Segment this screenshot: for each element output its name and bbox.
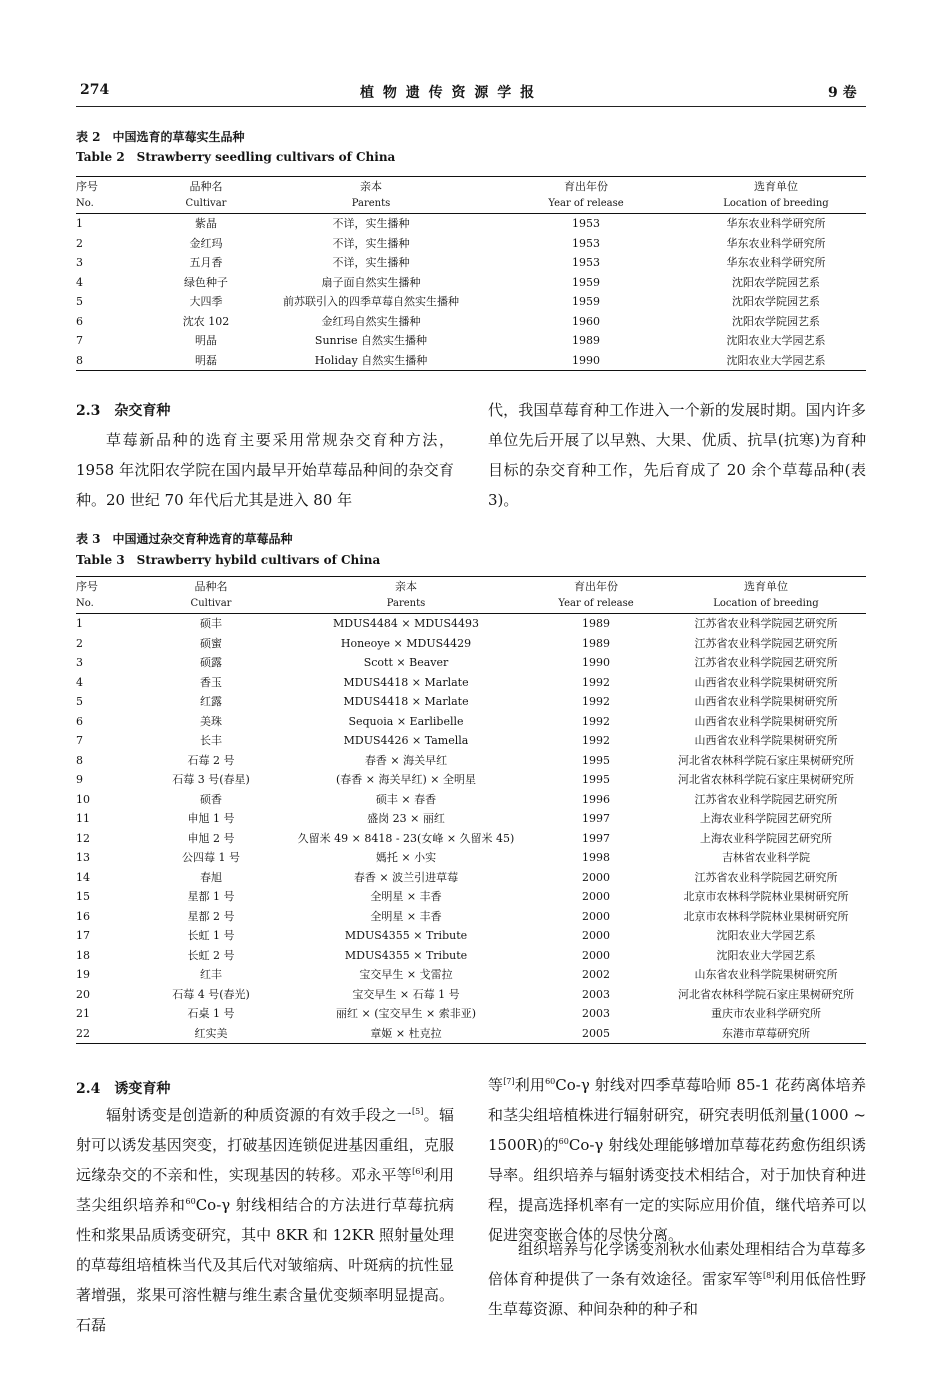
table2-cell-no: 2 xyxy=(76,236,83,250)
table3-cell-location: 山东省农业科学院果树研究所 xyxy=(694,968,838,981)
table3-cell-location: 江苏省农业科学院园艺研究所 xyxy=(694,636,838,650)
para2-text-a: 等 xyxy=(488,1076,504,1094)
table3-cell-year: 1995 xyxy=(582,753,610,767)
table3-row xyxy=(76,946,866,966)
table2-row xyxy=(76,331,866,351)
table3-cell-no: 9 xyxy=(76,773,83,786)
table2-cell-parents: 不详，实生播种 xyxy=(332,256,410,269)
table3-row xyxy=(76,1024,866,1044)
table3-row xyxy=(76,1004,866,1024)
table3-cell-parents: 久留米 49 × 8418 - 23(女峰 × 久留米 45) xyxy=(297,831,515,845)
table3-cell-year: 2000 xyxy=(582,909,610,923)
table2-caption-cn: 表 2 中国选育的草莓实生品种 xyxy=(76,130,245,144)
isotope-superscript: 60 xyxy=(185,1197,196,1206)
table3-cell-year: 1995 xyxy=(582,773,610,786)
table2-cell-location: 沈阳农学院园艺系 xyxy=(732,275,820,289)
table3-cell-parents: 春香 × 波兰引进草莓 xyxy=(353,870,459,884)
table3-row xyxy=(76,790,866,810)
table3-cell-location: 吉林省农业科学院 xyxy=(722,851,810,864)
citation-8: [8] xyxy=(762,1271,775,1280)
table3-row xyxy=(76,692,866,712)
table2-cell-cultivar: 五月香 xyxy=(189,256,223,269)
table3-row xyxy=(76,926,866,946)
table3-cell-year: 1998 xyxy=(582,851,610,864)
table2-cell-location: 沈阳农业大学园艺系 xyxy=(726,334,826,347)
table2-header-parents-en: Parents xyxy=(256,195,486,214)
table2-header-cultivar-en: Cultivar xyxy=(156,195,256,214)
table2-cell-parents: 不详，实生播种 xyxy=(332,217,410,230)
table3-cell-cultivar: 红实美 xyxy=(136,1024,286,1044)
section-2-3-heading: 2.3 杂交育种 xyxy=(76,403,171,419)
table2-cell-cultivar: 沈农 102 xyxy=(182,314,230,328)
table3-cell-cultivar: 石莓 4 号(春光) xyxy=(172,987,250,1001)
table3-cell-location: 江苏省农业科学院园艺研究所 xyxy=(694,870,838,884)
table3-cell-parents: MDUS4418 × Marlate xyxy=(343,675,469,689)
table3-cell-no: 13 xyxy=(76,851,90,864)
section-2-4-paragraph-2 xyxy=(488,1070,866,1250)
table3-row xyxy=(76,731,866,751)
table2-caption-en: Table 2 Strawberry seedling cultivars of China xyxy=(76,150,396,164)
table3-cell-location: 沈阳农业大学园艺系 xyxy=(716,929,816,942)
table3-cell-no: 8 xyxy=(76,753,83,767)
table3-cell-year: 1997 xyxy=(582,812,610,825)
table3-cell-location: 江苏省农业科学院园艺研究所 xyxy=(694,792,838,806)
table3-cell-parents: Sequoia × Earlibelle xyxy=(348,714,464,728)
table3-row xyxy=(76,673,866,693)
table3-cell-parents: 丽红 × (宝交早生 × 索非亚) xyxy=(335,1007,476,1020)
table3-cell-parents: 宝交早生 × 戈雷拉 xyxy=(359,968,453,981)
table3-cell-cultivar: 红丰 xyxy=(200,968,222,981)
table3-cell-cultivar: 硕丰 xyxy=(200,617,222,630)
table3-cell-cultivar: 石莓 2 号 xyxy=(187,753,235,767)
table3-row xyxy=(76,985,866,1005)
citation-7: [7] xyxy=(503,1077,515,1086)
table3-cell-cultivar: 申旭 1 号 xyxy=(187,812,235,825)
table3-cell-cultivar: 硕蜜 xyxy=(200,636,222,650)
header-rule xyxy=(76,106,866,107)
table2-cell-year: 1959 xyxy=(572,295,600,308)
table3-cell-parents: MDUS4418 × Marlate xyxy=(343,695,469,708)
table2-cell-no: 4 xyxy=(76,275,83,289)
table3-cell-parents: MDUS4484 × MDUS4493 xyxy=(333,617,479,630)
table3-cell-no: 19 xyxy=(76,968,90,981)
table3-row xyxy=(76,712,866,732)
table2-cell-parents: 金红玛自然实生播种 xyxy=(321,314,421,328)
table2-cell-location: 沈阳农业大学园艺系 xyxy=(686,351,866,371)
table3-header-location-cn: 选育单位 xyxy=(666,577,866,596)
table3-cell-year: 2000 xyxy=(582,929,610,942)
table2-cell-parents: 前苏联引入的四季草莓自然实生播种 xyxy=(283,295,459,308)
table3-cell-no: 20 xyxy=(76,987,90,1001)
table3-row xyxy=(76,829,866,849)
table3-row xyxy=(76,907,866,927)
table3-header-cultivar-en: Cultivar xyxy=(136,595,286,614)
isotope-superscript: 60 xyxy=(558,1137,569,1146)
table3-cell-year: 1990 xyxy=(582,656,610,669)
table3-cell-cultivar: 石桌 1 号 xyxy=(187,1007,235,1020)
table3-cell-no: 10 xyxy=(76,792,90,806)
isotope-superscript: 60 xyxy=(545,1077,556,1086)
table2-cell-no: 1 xyxy=(76,217,83,230)
table3-cell-year: 2000 xyxy=(582,890,610,903)
section-2-3-paragraph-right: 代，我国草莓育种工作进入一个新的发展时期。国内许多单位先后开展了以早熟、大果、优质、抗旱(抗寒)为育种目标的杂交育种工作，先后育成了 20 余个草莓品种(表 3)。 xyxy=(488,401,866,509)
table3-caption-cn: 表 3 中国通过杂交育种选育的草莓品种 xyxy=(76,532,293,546)
table2-row xyxy=(76,234,866,254)
table3-cell-no: 6 xyxy=(76,714,83,728)
table2-cell-year: 1989 xyxy=(572,334,600,347)
section-2-4-paragraph-3 xyxy=(488,1234,866,1324)
table2-cell-parents: 扇子面自然实生播种 xyxy=(321,275,421,289)
table3-cell-location: 山西省农业科学院果树研究所 xyxy=(694,695,838,708)
table3-cell-cultivar: 石莓 3 号(春星) xyxy=(172,773,250,786)
table3-cell-location: 东港市草莓研究所 xyxy=(666,1024,866,1044)
table2-row xyxy=(76,351,866,371)
table2-cell-cultivar: 明磊 xyxy=(156,351,256,371)
para1-text-a: 辐射诱变是创造新的种质资源的有效手段之一 xyxy=(106,1106,413,1124)
table3-row xyxy=(76,887,866,907)
table3-cell-parents: 硕丰 × 春香 xyxy=(375,792,437,806)
table2-header-year-cn: 育出年份 xyxy=(486,177,686,196)
para1-text-b: 。辐射可以诱发基因突变，打破基因连锁促进基因重组，克服远缘杂交的不亲和性，实现基因的转移。邓永平等 xyxy=(76,1106,454,1184)
table3-cell-parents: (春香 × 海关早红) × 全明星 xyxy=(335,773,476,786)
table3-cell-cultivar: 美珠 xyxy=(200,714,222,728)
table2-cell-year: 1959 xyxy=(572,275,600,289)
table3-cell-cultivar: 红露 xyxy=(200,695,222,708)
table3-cell-location: 山西省农业科学院果树研究所 xyxy=(694,734,838,747)
table3-cell-no: 11 xyxy=(76,812,90,825)
table3-cell-year: 1997 xyxy=(582,831,610,845)
table3-row xyxy=(76,868,866,888)
table3-cell-cultivar: 长虹 1 号 xyxy=(187,929,235,942)
table2-cell-year: 1953 xyxy=(572,256,600,269)
table3-cell-parents: 春香 × 海关早红 xyxy=(364,753,448,767)
table3 xyxy=(76,576,866,1044)
table2-header-cultivar-cn: 品种名 xyxy=(156,177,256,196)
table3-cell-year: 1989 xyxy=(582,617,610,630)
table2-cell-parents: Holiday 自然实生播种 xyxy=(256,351,486,371)
table3-cell-no: 17 xyxy=(76,929,90,942)
table3-row xyxy=(76,770,866,790)
table3-cell-cultivar: 星都 1 号 xyxy=(187,890,235,903)
table2-row xyxy=(76,214,866,234)
table2-header-location-en: Location of breeding xyxy=(686,195,866,214)
table3-cell-location: 北京市农林科学院林业果树研究所 xyxy=(683,909,849,923)
table3-cell-parents: 盛岗 23 × 丽红 xyxy=(367,812,445,825)
table3-cell-parents: MDUS4355 × Tribute xyxy=(344,948,468,962)
table2-cell-no: 3 xyxy=(76,256,83,269)
table2-cell-year: 1953 xyxy=(572,236,600,250)
table3-cell-no: 15 xyxy=(76,890,90,903)
citation-6: [6] xyxy=(412,1167,424,1176)
para3-text-b: 利用低倍性野生草莓资源、种间杂种的种子和 xyxy=(488,1270,866,1318)
para2-text-c: Co-γ 射线对四季草莓哈师 85-1 花药离体培养和茎尖组培植株进行辐射研究，研究表明低剂量(1000 ~ 1500R)的 xyxy=(488,1076,866,1154)
para1-text-c: 利用茎尖组织培养和 xyxy=(76,1166,454,1214)
table3-row xyxy=(76,614,866,634)
table3-cell-year: 2003 xyxy=(582,987,610,1001)
table3-cell-year: 2003 xyxy=(582,1007,610,1020)
table2 xyxy=(76,176,866,371)
table3-cell-no: 12 xyxy=(76,831,90,845)
table3-row xyxy=(76,965,866,985)
table2-cell-cultivar: 明晶 xyxy=(195,334,217,347)
table2-header-parents-cn: 亲本 xyxy=(256,177,486,196)
table3-cell-parents: MDUS4426 × Tamella xyxy=(343,734,469,747)
table2-cell-location: 华东农业科学研究所 xyxy=(726,256,826,269)
table3-header-location-en: Location of breeding xyxy=(666,595,866,614)
table3-cell-cultivar: 香玉 xyxy=(200,675,222,689)
table3-cell-year: 2000 xyxy=(582,870,610,884)
table3-cell-year: 1989 xyxy=(582,636,610,650)
table3-header-parents-en: Parents xyxy=(286,595,526,614)
table3-row xyxy=(76,751,866,771)
table3-cell-no: 22 xyxy=(76,1024,136,1044)
table3-cell-year: 2002 xyxy=(582,968,610,981)
table3-cell-no: 3 xyxy=(76,656,83,669)
table2-cell-year: 1960 xyxy=(572,314,600,328)
table3-row xyxy=(76,848,866,868)
table3-cell-cultivar: 星都 2 号 xyxy=(187,909,235,923)
table2-header-year-en: Year of release xyxy=(486,195,686,214)
table3-cell-location: 江苏省农业科学院园艺研究所 xyxy=(694,656,838,669)
table3-cell-parents: 宝交早生 × 石莓 1 号 xyxy=(352,987,460,1001)
table3-cell-year: 1992 xyxy=(582,714,610,728)
table3-cell-no: 2 xyxy=(76,636,83,650)
table3-header-year-en: Year of release xyxy=(526,595,666,614)
para2-text-b: 利用 xyxy=(514,1076,546,1094)
table2-cell-no: 5 xyxy=(76,295,83,308)
table3-cell-location: 重庆市农业科学研究所 xyxy=(711,1007,821,1020)
table2-cell-location: 沈阳农学院园艺系 xyxy=(732,295,820,308)
table2-header-no-en: No. xyxy=(76,195,156,214)
table2-header-location-cn: 选育单位 xyxy=(686,177,866,196)
table2-cell-cultivar: 紫晶 xyxy=(195,217,217,230)
table2-cell-year: 1953 xyxy=(572,217,600,230)
table3-cell-cultivar: 长丰 xyxy=(200,734,222,747)
section-2-4-heading: 2.4 诱变育种 xyxy=(76,1081,171,1097)
table3-cell-location: 沈阳农业大学园艺系 xyxy=(716,948,816,962)
table3-cell-cultivar: 春旭 xyxy=(200,870,222,884)
table3-cell-cultivar: 申旭 2 号 xyxy=(187,831,235,845)
table3-cell-no: 14 xyxy=(76,870,90,884)
table3-cell-parents: 全明星 × 丰香 xyxy=(370,890,442,903)
table3-cell-parents: Scott × Beaver xyxy=(363,656,449,669)
table3-cell-no: 4 xyxy=(76,675,83,689)
table3-cell-parents: MDUS4355 × Tribute xyxy=(344,929,468,942)
table3-header-parents-cn: 亲本 xyxy=(286,577,526,596)
table2-cell-year: 1990 xyxy=(486,351,686,371)
table3-cell-location: 山西省农业科学院果树研究所 xyxy=(694,714,838,728)
page-number: 274 xyxy=(80,82,110,98)
table3-cell-location: 河北省农林科学院石家庄果树研究所 xyxy=(678,753,854,767)
table3-cell-location: 北京市农林科学院林业果树研究所 xyxy=(683,890,849,903)
table3-caption-en: Table 3 Strawberry hybild cultivars of China xyxy=(76,553,381,567)
table3-cell-location: 上海农业科学院园艺研究所 xyxy=(700,812,832,825)
section-2-4-paragraph-1 xyxy=(76,1100,454,1340)
table3-cell-year: 1996 xyxy=(582,792,610,806)
table3-header-no-en: No. xyxy=(76,595,136,614)
citation-5: [5] xyxy=(412,1107,424,1116)
table2-cell-parents: 不详，实生播种 xyxy=(332,236,410,250)
table3-row xyxy=(76,634,866,654)
para2-text-d: Co-γ 射线处理能够增加草莓花药愈伤组织诱导率。组织培养与辐射诱变技术相结合，对于加快育种进程，提高选择机率有一定的实际应用价值，继代培养可以促进突变嵌合体的尽快分离。 xyxy=(488,1136,866,1244)
table3-header-year-cn: 育出年份 xyxy=(526,577,666,596)
table3-cell-year: 1992 xyxy=(582,695,610,708)
table3-cell-cultivar: 硕香 xyxy=(200,792,222,806)
table2-cell-cultivar: 金红玛 xyxy=(189,236,223,250)
para1-text-d: Co-γ 射线相结合的方法进行草莓抗病性和浆果品质诱变研究，其中 8KR 和 12KR 照射量处理的草莓组培植株当代及其后代对皱缩病、叶斑病的抗性显著增强，浆果可溶性糖与维生素含量优变频率明显提高。石磊 xyxy=(76,1196,454,1334)
table3-cell-no: 16 xyxy=(76,909,90,923)
table3-cell-cultivar: 长虹 2 号 xyxy=(187,948,235,962)
table2-row xyxy=(76,312,866,332)
table3-cell-parents: 全明星 × 丰香 xyxy=(370,909,442,923)
table3-cell-cultivar: 硕露 xyxy=(200,656,222,669)
table3-cell-location: 山西省农业科学院果树研究所 xyxy=(694,675,838,689)
journal-title: 植 物 遗 传 资 源 学 报 xyxy=(360,85,537,101)
table2-cell-parents: Sunrise 自然实生播种 xyxy=(314,334,428,347)
table3-cell-location: 河北省农林科学院石家庄果树研究所 xyxy=(678,773,854,786)
para3-text-a: 组织培养与化学诱变剂秋水仙素处理相结合为草莓多倍体育种提供了一条有效途径。雷家军等 xyxy=(488,1240,866,1288)
table3-cell-no: 18 xyxy=(76,948,90,962)
table3-cell-no: 5 xyxy=(76,695,83,708)
table2-cell-no: 7 xyxy=(76,334,83,347)
table2-cell-location: 华东农业科学研究所 xyxy=(726,217,826,230)
table2-cell-no: 6 xyxy=(76,314,83,328)
table2-row xyxy=(76,253,866,273)
table3-cell-year: 2005 xyxy=(526,1024,666,1044)
table3-cell-no: 21 xyxy=(76,1007,90,1020)
table2-row xyxy=(76,273,866,293)
table3-cell-year: 1992 xyxy=(582,675,610,689)
table3-cell-cultivar: 公四莓 1 号 xyxy=(182,851,240,864)
table2-row xyxy=(76,292,866,312)
table2-cell-no: 8 xyxy=(76,351,156,371)
table3-header-cultivar-cn: 品种名 xyxy=(136,577,286,596)
table3-cell-year: 1992 xyxy=(582,734,610,747)
table2-cell-location: 沈阳农学院园艺系 xyxy=(732,314,820,328)
table3-row xyxy=(76,653,866,673)
table2-cell-cultivar: 绿色种子 xyxy=(184,275,228,289)
table3-cell-parents: 章姬 × 杜克拉 xyxy=(286,1024,526,1044)
table3-cell-location: 河北省农林科学院石家庄果树研究所 xyxy=(678,987,854,1001)
table3-cell-year: 2000 xyxy=(582,948,610,962)
table2-header-no-cn: 序号 xyxy=(76,177,156,196)
table3-row xyxy=(76,809,866,829)
table3-cell-parents: 媽托 × 小实 xyxy=(375,851,437,864)
table3-cell-location: 江苏省农业科学院园艺研究所 xyxy=(694,617,838,630)
table3-cell-no: 1 xyxy=(76,617,83,630)
table2-cell-cultivar: 大四季 xyxy=(189,295,223,308)
table2-cell-location: 华东农业科学研究所 xyxy=(726,236,826,250)
table3-header-no-cn: 序号 xyxy=(76,577,136,596)
volume-label: 9 卷 xyxy=(828,85,857,101)
table3-cell-parents: Honeoye × MDUS4429 xyxy=(340,636,472,650)
section-2-3-paragraph-left: 草莓新品种的选育主要采用常规杂交育种方法，1958 年沈阳农学院在国内最早开始草莓品种间的杂交育种。20 世纪 70 年代后尤其是进入 80 年 xyxy=(76,431,454,509)
table3-cell-location: 上海农业科学院园艺研究所 xyxy=(700,831,832,845)
table3-cell-no: 7 xyxy=(76,734,83,747)
